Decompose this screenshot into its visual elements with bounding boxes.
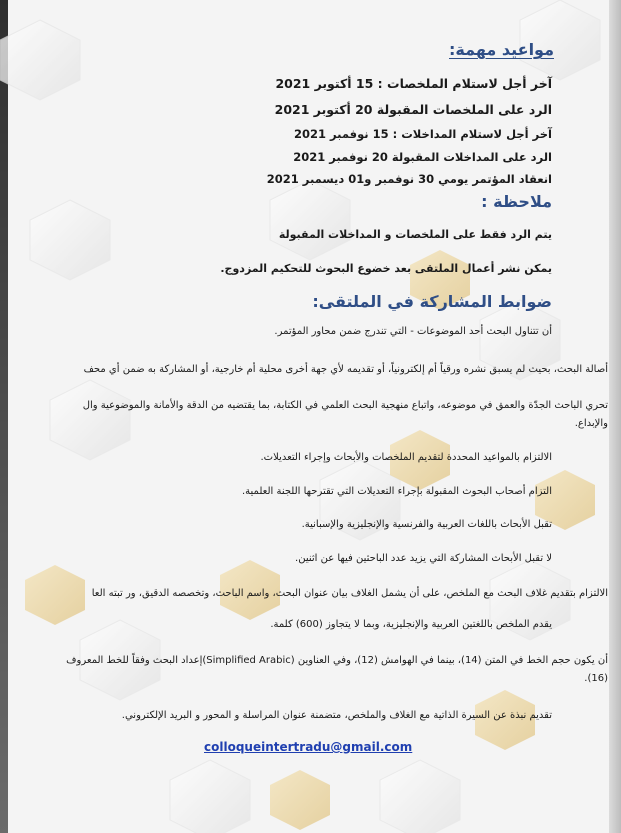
rule-item-methodology: تحري الباحث الجدّة والعمق في موضوعه، واتباع منهجية البحث العلمي في الكتابة، بما يقتضيه من الدقة والأمانة والموضوعية وال	[82, 400, 608, 411]
rules-heading: ضوابط المشاركة في الملتقى:	[312, 292, 552, 311]
dates-item-abstract-deadline: آخر أجل لاستلام الملخصات : 15 أكتوبر 2021	[275, 76, 552, 91]
dates-item-paper-deadline: آخر أجل لاستلام المداخلات : 15 نوفمبر 2021	[293, 127, 552, 141]
rule-item-font-size-continued: (16).	[584, 673, 608, 684]
rule-item-authors: لا تقبل الأبحاث المشاركة التي يزيد عدد الباحثين فيها عن اثنين.	[295, 553, 552, 564]
contact-email-link[interactable]: colloqueintertradu@gmail.com	[204, 740, 413, 754]
dates-item-conference-date: انعقاد المؤتمر يومي 30 نوفمبر و01 ديسمبر 2021	[266, 172, 552, 186]
rule-item-deadlines: الالتزام بالمواعيد المحددة لتقديم الملخصات والأبحاث وإجراء التعديلات.	[260, 452, 552, 463]
rule-item-methodology-continued: والإبداع.	[574, 418, 608, 429]
rule-item-revisions: التزام أصحاب البحوث المقبولة بإجراء التعديلات التي تقترحها اللجنة العلمية.	[241, 486, 552, 497]
dates-item-paper-response: الرد على المداخلات المقبولة 20 نوفمبر 2021	[293, 150, 552, 164]
rule-item-abstract-length: يقدم الملخص باللغتين العربية والإنجليزية، وبما لا يتجاوز (600) كلمة.	[270, 619, 552, 630]
rule-item-font-size: أن يكون حجم الخط في المتن (14)، بينما في الهوامش (12)، وفي العناوين (Simplified Arabic)إعداد البحث وفقاً للخط المعروف	[66, 655, 608, 666]
note-item-response: يتم الرد فقط على الملخصات و المداخلات المقبولة	[278, 228, 552, 241]
document-page	[12, 0, 608, 833]
rule-item-cv: تقديم نبذة عن السيرة الذاتية مع الغلاف والملخص، متضمنة عنوان المراسلة و المحور و البريد الإلكتروني.	[121, 710, 552, 721]
note-item-publication: يمكن نشر أعمال الملتقى بعد خضوع البحوث للتحكيم المزدوج.	[220, 262, 552, 275]
rule-item-topic: أن تتناول البحث أحد الموضوعات - التي تندرج ضمن محاور المؤتمر.	[274, 326, 552, 337]
rule-item-languages: تقبل الأبحاث باللغات العربية والفرنسية والإنجليزية والإسبانية.	[301, 519, 552, 530]
dates-item-abstract-response: الرد على الملخصات المقبولة 20 أكتوبر 2021	[274, 102, 552, 117]
rule-item-originality: أصالة البحث، بحيث لم يسبق نشره ورقياً أم إلكترونياً، أو تقديمه لأي جهة أخرى محلية أم خارجية، أو المشاركة به ضمن أي محف	[83, 364, 608, 375]
rule-item-cover-page: الالتزام بتقديم غلاف البحث مع الملخص، على أن يشمل الغلاف بيان عنوان البحث، واسم الباحث، وتخصصه الدقيق، ور تبته العا	[91, 588, 608, 599]
dates-heading: مواعيد مهمة:	[449, 40, 554, 59]
note-heading: ملاحظة :	[481, 192, 552, 211]
